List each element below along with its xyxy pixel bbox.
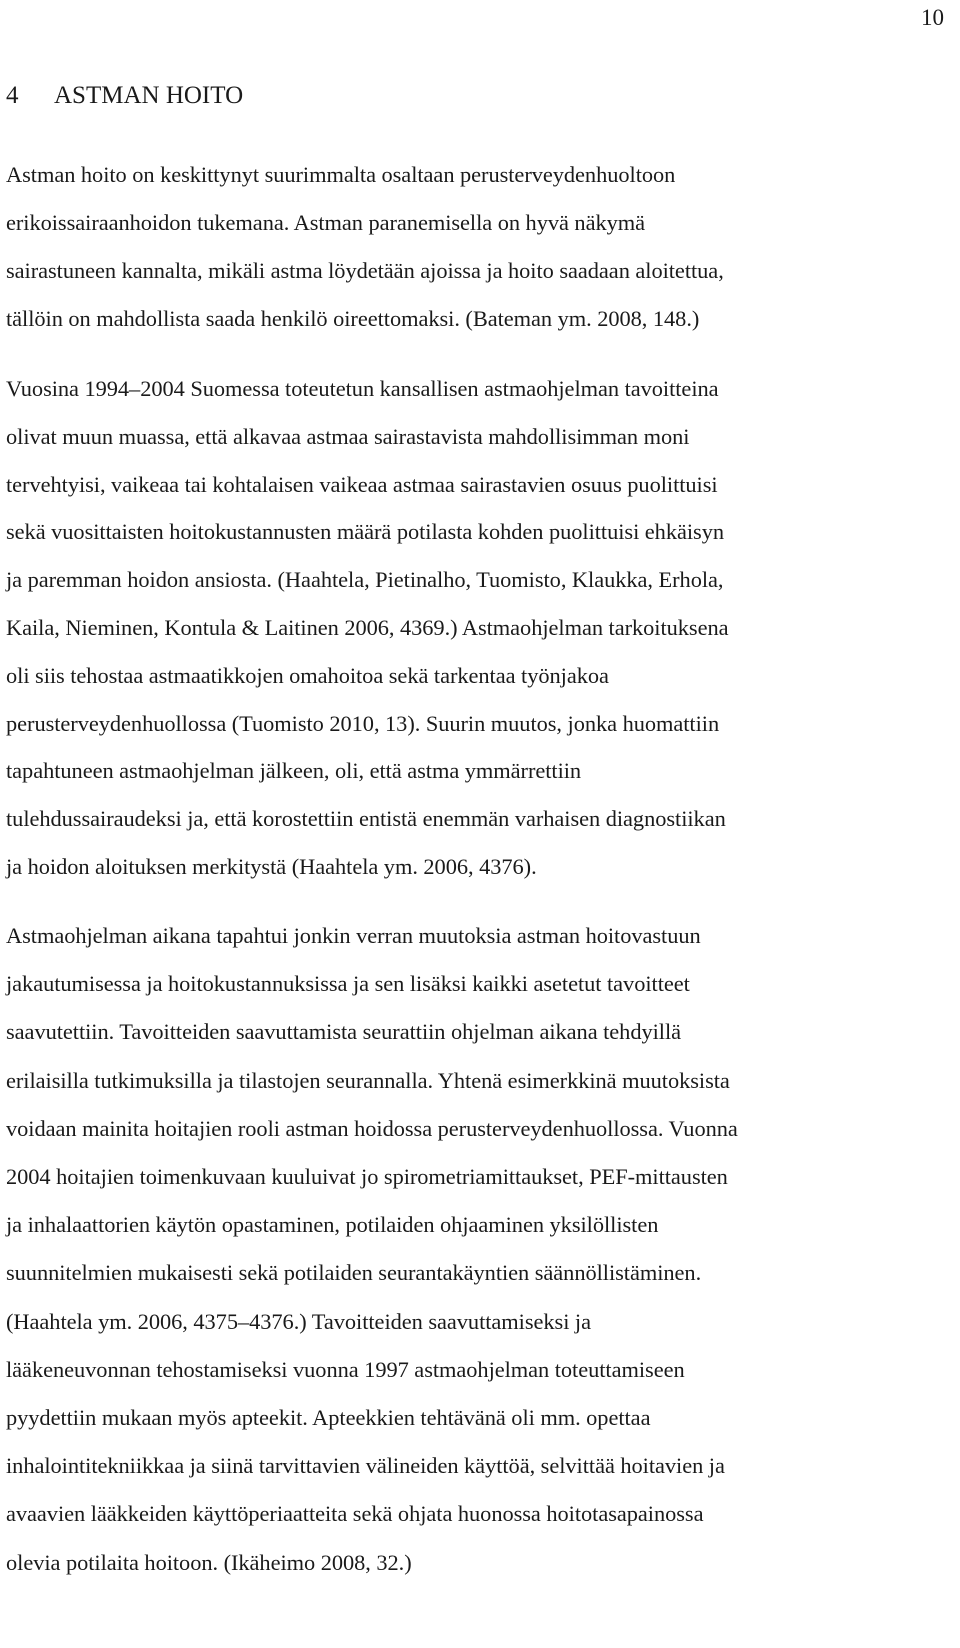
paragraph-line: ja paremman hoidon ansiosta. (Haahtela, Pietinalho, Tuomisto, Klaukka, Erhola,	[6, 567, 724, 593]
paragraph-line: tulehdussairaudeksi ja, että korostettiin entistä enemmän varhaisen diagnostiikan	[6, 806, 726, 832]
paragraph-line: erilaisilla tutkimuksilla ja tilastojen seurannalla. Yhtenä esimerkkinä muutoksista	[6, 1067, 730, 1093]
paragraph-line: Kaila, Nieminen, Kontula & Laitinen 2006, 4369.) Astmaohjelman tarkoituksena	[6, 614, 729, 640]
paragraph-line: jakautumisessa ja hoitokustannuksissa ja sen lisäksi kaikki asetetut tavoitteet	[6, 971, 690, 997]
paragraph-line: voidaan mainita hoitajien rooli astman hoidossa perusterveydenhuollossa. Vuonna	[6, 1115, 738, 1141]
section-title: ASTMAN HOITO	[54, 82, 244, 109]
paragraph-line: lääkeneuvonnan tehostamiseksi vuonna 1997 astmaohjelman toteuttamiseen	[6, 1356, 685, 1382]
paragraph-line: Astmaohjelman aikana tapahtui jonkin verran muutoksia astman hoitovastuun	[6, 923, 701, 948]
paragraph-line: sekä vuosittaisten hoitokustannusten määrä potilasta kohden puolittuisi ehkäisyn	[6, 519, 724, 545]
page-number: 10	[921, 5, 944, 30]
paragraph-line: 2004 hoitajien toimenkuvaan kuuluivat jo spirometriamittaukset, PEF-mittausten	[6, 1164, 728, 1190]
paragraph-line: ja inhalaattorien käytön opastaminen, potilaiden ohjaaminen yksilöllisten	[6, 1212, 659, 1238]
paragraph-line: erikoissairaanhoidon tukemana. Astman paranemisella on hyvä näkymä	[6, 210, 645, 235]
section-heading	[6, 80, 243, 112]
paragraph-line: Astman hoito on keskittynyt suurimmalta osaltaan perusterveydenhuoltoon	[6, 162, 676, 187]
paragraph-line: Vuosina 1994–2004 Suomessa toteutetun kansallisen astmaohjelman tavoitteina	[6, 376, 719, 401]
paragraph-line: olevia potilaita hoitoon. (Ikäheimo 2008, 32.)	[6, 1549, 412, 1575]
paragraph-line: ja hoidon aloituksen merkitystä (Haahtela ym. 2006, 4376).	[6, 853, 537, 879]
paragraph-line: avaavien lääkkeiden käyttöperiaatteita sekä ohjata huonossa hoitotasapainossa	[6, 1501, 704, 1527]
section-number: 4	[6, 82, 19, 109]
paragraph-3	[6, 912, 951, 1587]
paragraph-line: perusterveydenhuollossa (Tuomisto 2010, 13). Suurin muutos, jonka huomattiin	[6, 710, 720, 736]
paragraph-line: suunnitelmien mukaisesti sekä potilaiden seurantakäyntien säännöllistäminen.	[6, 1260, 702, 1286]
paragraph-line: tapahtuneen astmaohjelman jälkeen, oli, että astma ymmärrettiin	[6, 758, 582, 784]
paragraph-line: tervehtyisi, vaikeaa tai kohtalaisen vaikeaa astmaa sairastavien osuus puolittuisi	[6, 471, 718, 497]
paragraph-line: inhalointitekniikkaa ja siinä tarvittavien välineiden käyttöä, selvittää hoitavien ja	[6, 1453, 725, 1479]
paragraph-line: pyydettiin mukaan myös apteekit. Apteekkien tehtävänä oli mm. opettaa	[6, 1405, 651, 1431]
paragraph-line: tällöin on mahdollista saada henkilö oireettomaksi. (Bateman ym. 2008, 148.)	[6, 306, 700, 331]
paragraph-line: (Haahtela ym. 2006, 4375–4376.) Tavoitteiden saavuttamiseksi ja	[6, 1308, 591, 1334]
paragraph-line: saavutettiin. Tavoitteiden saavuttamista seurattiin ohjelman aikana tehdyillä	[6, 1019, 682, 1045]
paragraph-1	[6, 151, 951, 343]
paragraph-line: oli siis tehostaa astmaatikkojen omahoitoa sekä tarkentaa työnjakoa	[6, 662, 609, 688]
paragraph-line: olivat muun muassa, että alkavaa astmaa sairastavista mahdollisimman moni	[6, 423, 690, 449]
paragraph-2	[6, 365, 951, 891]
paragraph-line: sairastuneen kannalta, mikäli astma löydetään ajoissa ja hoito saadaan aloitettua,	[6, 258, 724, 283]
